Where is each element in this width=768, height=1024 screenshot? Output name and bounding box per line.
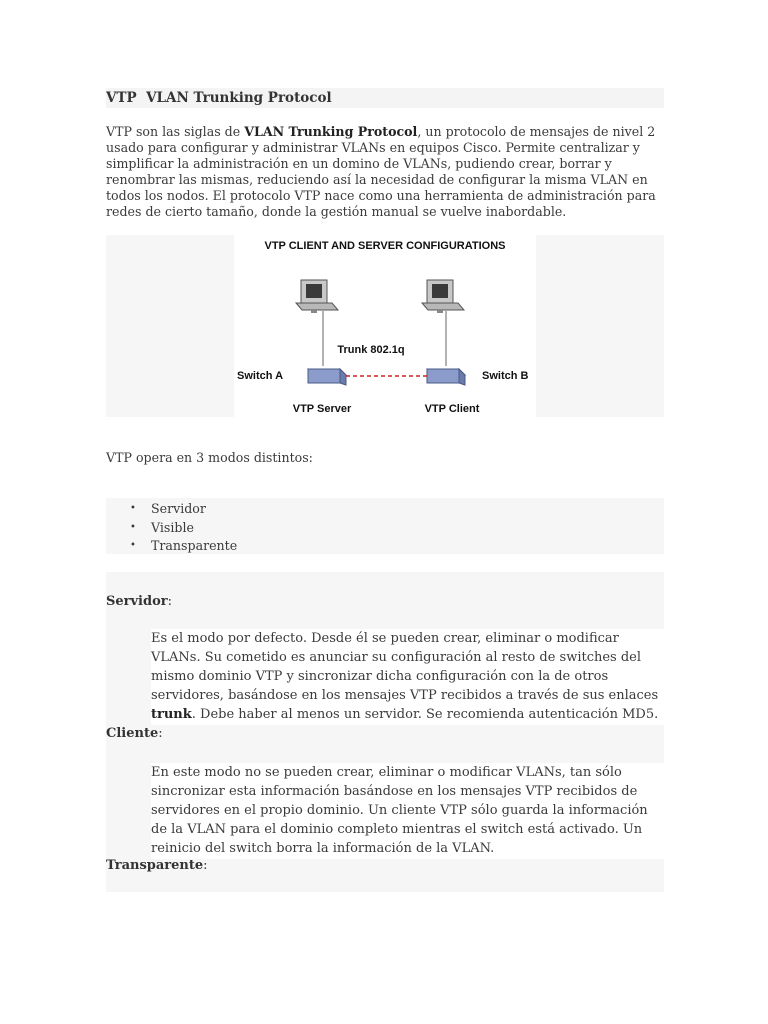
switch-a-icon (308, 369, 346, 385)
heading-colon: : (167, 594, 173, 609)
heading-transparente-text: Transparente (106, 858, 204, 873)
intro-text-pre: VTP son las siglas de (106, 124, 245, 139)
modes-list (130, 500, 237, 556)
switch-b-label: Switch B (482, 370, 529, 382)
list-item: • Visible (130, 519, 237, 538)
diagram-title: VTP CLIENT AND SERVER CONFIGURATIONS (264, 240, 506, 252)
servidor-text-pre: Es el modo por defecto. Desde él se pueden crear, eliminar o modificar VLANs. Su cometido es anunciar su configuración al resto de switches del mismo dominio VTP y sincronizar dicha configuración con la de otros servidores, basándose en los mensajes VTP recibidos a través de sus enlaces (151, 631, 659, 703)
computer-icon-right (422, 280, 464, 313)
intro-paragraph (106, 124, 666, 220)
vtp-server-label: VTP Server (292, 403, 352, 415)
heading-cliente-text: Cliente (106, 726, 159, 741)
heading-colon: : (158, 726, 163, 741)
list-item: • Transparente (130, 537, 237, 556)
vtp-client-label: VTP Client (424, 403, 480, 415)
list-item: • Servidor (130, 500, 237, 519)
heading-colon: : (203, 858, 208, 873)
paragraph-servidor (151, 629, 667, 725)
computer-icon-left (296, 280, 338, 313)
heading-servidor-text: Servidor (106, 594, 168, 609)
paragraph-cliente: En este modo no se pueden crear, eliminar o modificar VLANs, tan sólo sincronizar esta información basándose en los mensajes VTP recibidos de servidores en el propio dominio. Un cliente VTP sólo guarda la información de la VLAN para el dominio completo mientras el switch está activado. Un reinicio del switch borra la información de la VLAN. (151, 763, 667, 859)
vtp-diagram (234, 235, 536, 417)
vtp-diagram-svg (234, 235, 536, 417)
heading-transparente (106, 857, 208, 875)
switch-b-icon (427, 369, 465, 385)
page-title: VTP VLAN Trunking Protocol (106, 88, 664, 108)
intro-text-post: , un protocolo de mensajes de nivel 2 usado para configurar y administrar VLANs en equipos Cisco. Permite centralizar y simplificar la administración en un domino de VLANs, pudiendo crear, borrar y renombrar las mismas, reduciendo así la necesidad de configurar la misma VLAN en todos los nodos. El protocolo VTP nace como una herramienta de administración para redes de cierto tamaño, donde la gestión manual se vuelve inabordable. (106, 124, 656, 219)
trunk-label: Trunk 802.1q (337, 344, 405, 356)
servidor-text-bold: trunk (151, 707, 192, 722)
heading-cliente (106, 725, 163, 743)
heading-servidor (106, 593, 172, 611)
intro-text-bold: VLAN Trunking Protocol (244, 124, 418, 139)
servidor-text-post: . Debe haber al menos un servidor. Se recomienda autenticación MD5. (191, 707, 659, 722)
modes-intro: VTP opera en 3 modos distintos: (106, 450, 313, 465)
switch-a-label: Switch A (237, 370, 284, 382)
